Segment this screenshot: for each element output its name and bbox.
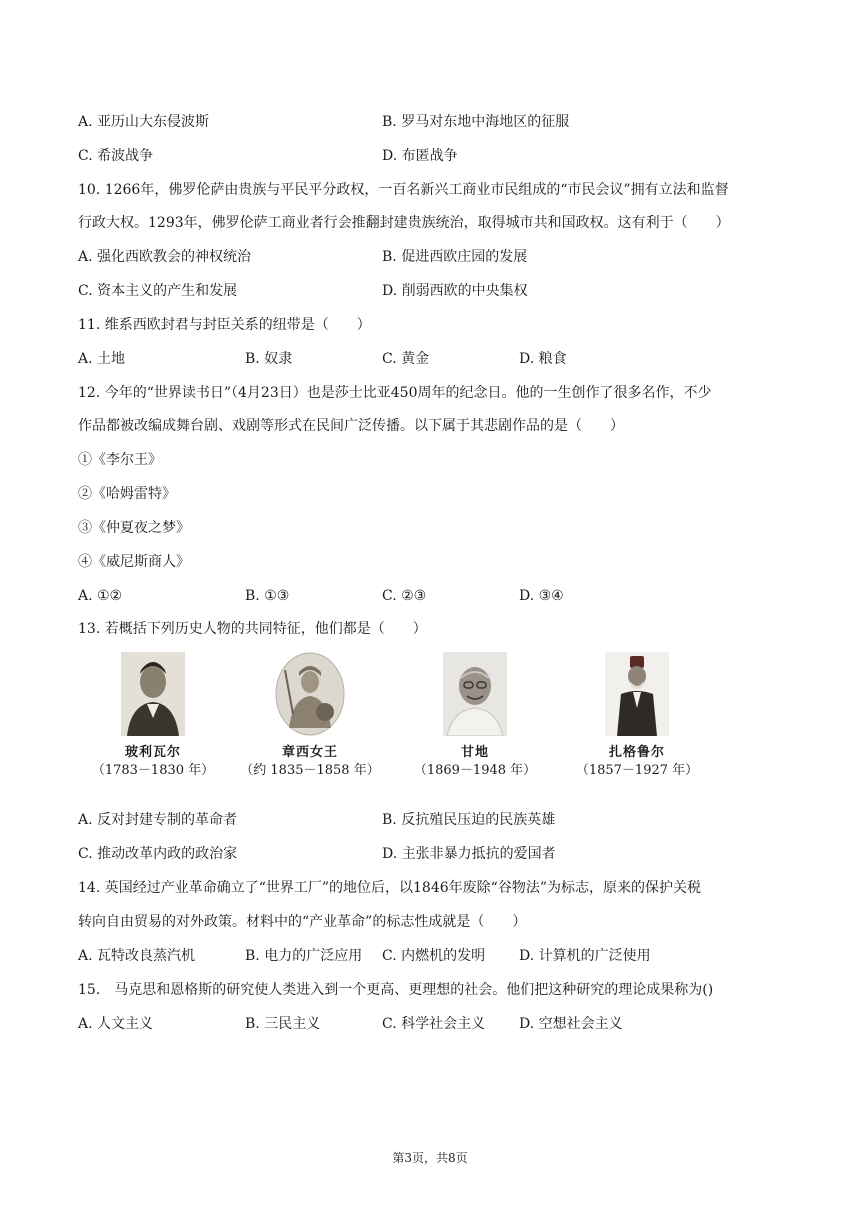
person-zaghloul [562, 652, 712, 780]
q10-option-b: B. 促进西欧庄园的发展 [382, 249, 528, 265]
q13-option-c: C. 推动改革内政的政治家 [78, 846, 238, 862]
q12-option-d: D. ③④ [519, 588, 564, 604]
page-number-footer: 第3页，共8页 [392, 1151, 468, 1165]
person-bolivar [78, 652, 228, 780]
q10-option-c: C. 资本主义的产生和发展 [78, 283, 238, 299]
q9-option-b: B. 罗马对东地中海地区的征服 [382, 114, 570, 130]
person-rani-lakshmibai [235, 652, 385, 780]
q14-option-c: C. 内燃机的发明 [382, 948, 486, 964]
q13-option-b: B. 反抗殖民压迫的民族英雄 [382, 812, 556, 828]
q10-stem-line1: 10. 1266年，佛罗伦萨由贵族与平民平分政权，一百名新兴工商业市民组成的“市民会议”拥有立法和监督 [78, 182, 729, 198]
q12-option-a: A. ①② [78, 588, 123, 604]
q12-item-4: ④《威尼斯商人》 [78, 554, 190, 570]
q15-option-d: D. 空想社会主义 [519, 1016, 623, 1032]
q13-portrait-figure [78, 652, 718, 802]
person-name: 扎格鲁尔 [608, 745, 665, 760]
person-years: （约 1835－1858 年） [240, 763, 380, 778]
q14-stem-line1: 14. 英国经过产业革命确立了“世界工厂”的地位后，以1846年废除“谷物法”为标志，原来的保护关税 [78, 880, 701, 896]
q9-option-d: D. 布匿战争 [382, 148, 458, 164]
q12-item-1: ①《李尔王》 [78, 452, 162, 468]
q15-option-b: B. 三民主义 [245, 1016, 321, 1032]
q14-option-b: B. 电力的广泛应用 [245, 948, 363, 964]
q10-option-d: D. 削弱西欧的中央集权 [382, 283, 528, 299]
q11-option-d: D. 粮食 [519, 351, 567, 367]
portrait-bolivar-image [121, 652, 185, 736]
q15-option-a: A. 人文主义 [78, 1016, 154, 1032]
portrait-zaghloul-image [605, 652, 669, 736]
portrait-gandhi-image [443, 652, 507, 736]
q13-stem: 13. 若概括下列历史人物的共同特征，他们都是（ ） [78, 621, 427, 637]
person-years: （1869－1948 年） [413, 763, 537, 778]
q12-stem-line2: 作品都被改编成舞台剧、戏剧等形式在民间广泛传播。以下属于其悲剧作品的是（ ） [78, 418, 624, 434]
q14-option-a: A. 瓦特改良蒸汽机 [78, 948, 196, 964]
portrait-rani-image [275, 652, 345, 736]
person-gandhi [400, 652, 550, 780]
q12-stem-line1: 12. 今年的“世界读书日”（4月23日）也是莎士比亚450周年的纪念日。他的一生创作了很多名作，不少 [78, 385, 712, 401]
person-years: （1857－1927 年） [575, 763, 699, 778]
q9-option-a: A. 亚历山大东侵波斯 [78, 114, 210, 130]
q15-stem: 15. 马克思和恩格斯的研究使人类进入到一个更高、更理想的社会。他们把这种研究的理论成果称为() [78, 982, 714, 998]
q10-option-a: A. 强化西欧教会的神权统治 [78, 249, 252, 265]
q12-item-3: ③《仲夏夜之梦》 [78, 520, 190, 536]
q14-stem-line2: 转向自由贸易的对外政策。材料中的“产业革命”的标志性成就是（ ） [78, 914, 527, 930]
q9-option-c: C. 希波战争 [78, 148, 154, 164]
q13-option-a: A. 反对封建专制的革命者 [78, 812, 238, 828]
q12-option-c: C. ②③ [382, 588, 427, 604]
q11-option-b: B. 奴隶 [245, 351, 293, 367]
q14-option-d: D. 计算机的广泛使用 [519, 948, 651, 964]
q13-option-d: D. 主张非暴力抵抗的爱国者 [382, 846, 556, 862]
q11-option-c: C. 黄金 [382, 351, 430, 367]
q15-option-c: C. 科学社会主义 [382, 1016, 486, 1032]
person-name: 甘地 [460, 745, 489, 760]
q12-option-b: B. ①③ [245, 588, 290, 604]
person-name: 玻利瓦尔 [124, 745, 181, 760]
q12-item-2: ②《哈姆雷特》 [78, 486, 176, 502]
person-name: 章西女王 [281, 745, 338, 760]
q10-stem-line2: 行政大权。1293年，佛罗伦萨工商业者行会推翻封建贵族统治，取得城市共和国政权。这有利于（ ） [78, 215, 730, 231]
person-years: （1783－1830 年） [91, 763, 215, 778]
q11-stem: 11. 维系西欧封君与封臣关系的纽带是（ ） [78, 317, 371, 333]
q11-option-a: A. 土地 [78, 351, 126, 367]
